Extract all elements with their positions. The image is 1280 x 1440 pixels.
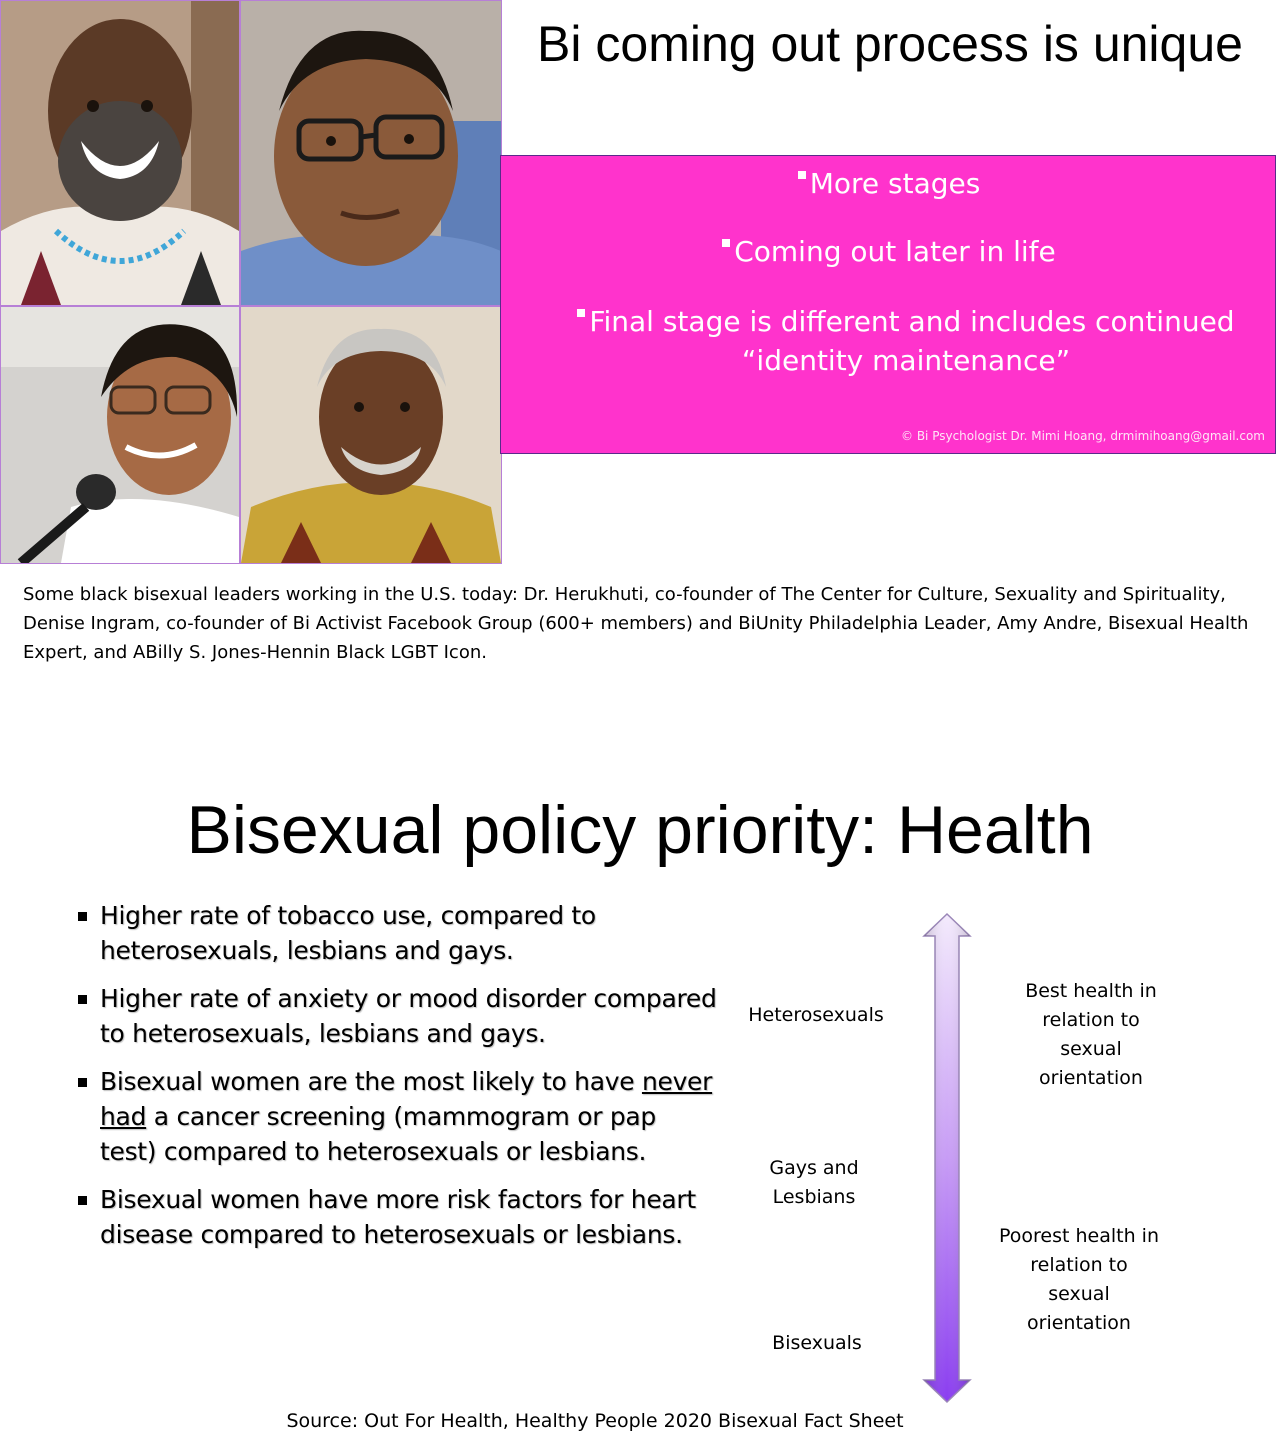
pink-bullet-text: Coming out later in life bbox=[734, 235, 1056, 268]
photo-herukhuti bbox=[0, 0, 240, 306]
pink-bullet-text: Final stage is different and includes continued “identity maintenance” bbox=[589, 305, 1235, 377]
bullet-square-icon bbox=[798, 171, 806, 179]
photo-abilly-jones-hennin bbox=[240, 306, 502, 564]
bullet-text: Bisexual women have more risk factors for heart disease compared to heterosexuals or lesbians. bbox=[100, 1185, 696, 1249]
bullet-text: Higher rate of anxiety or mood disorder compared to heterosexuals, lesbians and gays. bbox=[100, 984, 717, 1048]
bullet-square-icon bbox=[722, 239, 730, 247]
bullet-cancer-screening bbox=[78, 1064, 718, 1169]
source-citation: Source: Out For Health, Healthy People 2020 Bisexual Fact Sheet bbox=[286, 1410, 904, 1432]
photo-denise-ingram bbox=[240, 0, 502, 306]
bullet-anxiety bbox=[78, 981, 718, 1051]
bullet-square-icon bbox=[78, 995, 87, 1004]
pink-bullet-text: More stages bbox=[809, 167, 981, 200]
pink-highlight-box bbox=[500, 155, 1276, 454]
bullet-text-pre: Bisexual women are the most likely to have bbox=[100, 1067, 642, 1096]
slide1-title: Bi coming out process is unique bbox=[537, 16, 1243, 72]
photo-caption: Some black bisexual leaders working in the U.S. today: Dr. Herukhuti, co-founder of The Center for Culture, Sexuality and Spirituality, Denise Ingram, co-founder of Bi Activist Facebook Group (600+ members) and BiUnity Philadelphia Leader, Amy Andre, Bisexual Health Expert, and ABilly S. Jones-Hennin Black LGBT Icon. bbox=[23, 584, 1249, 663]
label-poorest-health: Poorest health in relation to sexual orientation bbox=[998, 1225, 1159, 1334]
bullet-text: Higher rate of tobacco use, compared to heterosexuals, lesbians and gays. bbox=[100, 901, 596, 965]
bullet-square-icon bbox=[78, 1196, 87, 1205]
bullet-heart-disease bbox=[78, 1182, 718, 1252]
pink-bullet-more-stages bbox=[501, 164, 1277, 203]
pink-bullet-final-stage bbox=[541, 302, 1271, 380]
bullet-text-post: a cancer screening (mammogram or pap test) compared to heterosexuals or lesbians. bbox=[100, 1102, 657, 1166]
slide2-title: Bisexual policy priority: Health bbox=[186, 792, 1094, 868]
pink-bullet-coming-out-later bbox=[501, 232, 1277, 271]
double-arrow-icon bbox=[922, 912, 972, 1404]
bullet-tobacco bbox=[78, 898, 718, 968]
label-bisexuals: Bisexuals bbox=[772, 1332, 862, 1354]
bullet-underlined-text: never had bbox=[100, 1067, 713, 1131]
label-heterosexuals: Heterosexuals bbox=[748, 1004, 884, 1026]
bullet-square-icon bbox=[577, 309, 585, 317]
bullet-square-icon bbox=[78, 912, 87, 921]
label-gays-and-lesbians: Gays and Lesbians bbox=[769, 1157, 859, 1208]
photo-amy-andre bbox=[0, 306, 240, 564]
health-bullet-list bbox=[78, 898, 718, 1265]
bullet-square-icon bbox=[78, 1078, 87, 1087]
copyright-note: © Bi Psychologist Dr. Mimi Hoang, drmimihoang@gmail.com bbox=[901, 429, 1265, 443]
label-best-health: Best health in relation to sexual orientation bbox=[1025, 980, 1157, 1089]
